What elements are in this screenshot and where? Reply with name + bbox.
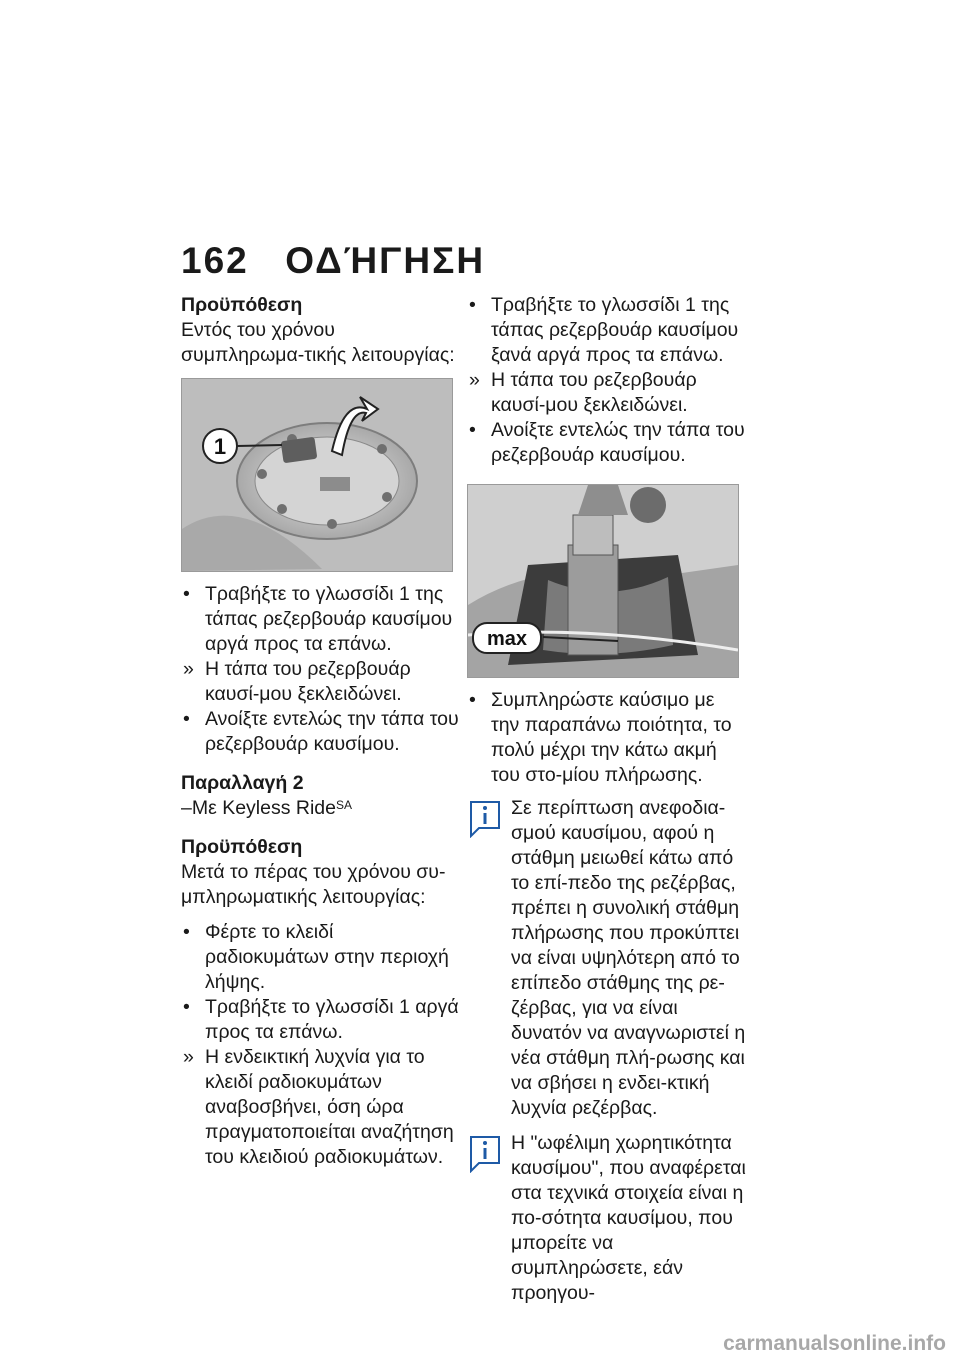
variant-title: Παραλλαγή 2: [181, 772, 304, 794]
steps-list-3: [467, 293, 747, 468]
info-note-2: [467, 1131, 747, 1306]
list-item: » Η τάπα του ρεζερβουάρ καυσί-μου ξεκλειδώνει.: [183, 658, 411, 705]
note-text-1: Σε περίπτωση ανεφοδια-σμού καυσίμου, αφού η στάθμη μειωθεί κάτω από το επί-πεδο της ρεζέρβας, πρέπει η συνολική στάθμη πλήρωσης που προκύπτει να είναι υψηλότερη από το επίπεδο στάθμης της ρε-ζέρβας, για να είναι δυνατόν να αναγνωριστεί η νέα στάθμη πλή-ρωσης και να σβήσει η ενδει-κτική λυχνία ρεζέρβας.: [511, 797, 746, 1119]
info-note-1: [467, 796, 747, 1121]
page-number: 162: [181, 240, 249, 281]
left-column: [181, 293, 461, 1170]
list-item: • Τραβήξτε το γλωσσίδι 1 αργά προς τα επάνω.: [183, 996, 459, 1043]
page-header: [181, 240, 485, 282]
prerequisite-title-2: Προϋπόθεση: [181, 836, 303, 858]
info-icon: [467, 1133, 503, 1173]
steps-list-1: [181, 582, 461, 757]
list-item: » Η ενδεικτική λυχνία για το κλειδί ραδιοκυμάτων αναβοσβήνει, όση ώρα πραγματοποιείται αναζήτηση του κλειδιού ραδιοκυμάτων.: [183, 1046, 454, 1168]
prerequisite-title: Προϋπόθεση: [181, 294, 303, 316]
info-icon: [467, 798, 503, 838]
figure-label-1: 1: [213, 434, 227, 459]
note-text-2: Η "ωφέλιμη χωρητικότητα καυσίμου", που αναφέρεται στα τεχνικά στοιχεία είναι η πο-σότητα καυσίμου, που μπορείτε να συμπληρώσετε, εάν προηγου-: [511, 1132, 746, 1304]
list-item: » Η τάπα του ρεζερβουάρ καυσί-μου ξεκλειδώνει.: [469, 369, 697, 416]
list-item: • Τραβήξτε το γλωσσίδι 1 της τάπας ρεζερβουάρ καυσίμου αργά προς τα επάνω.: [183, 583, 453, 655]
steps-list-2: [181, 920, 461, 1170]
prerequisite-text: Εντός του χρόνου συμπληρωμα-τικής λειτουργίας:: [181, 319, 455, 366]
list-item: • Ανοίξτε εντελώς την τάπα του ρεζερβουάρ καυσίμου.: [469, 419, 745, 466]
list-item: • Ανοίξτε εντελώς την τάπα του ρεζερβουάρ καυσίμου.: [183, 708, 459, 755]
right-column: [467, 293, 747, 1306]
steps-list-4: [467, 688, 747, 788]
prerequisite-text-2: Μετά το πέρας του χρόνου συ-μπληρωματικής λειτουργίας:: [181, 861, 446, 908]
figure-label-max: max: [486, 628, 528, 650]
list-item: • Φέρτε το κλειδί ραδιοκυμάτων στην περιοχή λήψης.: [183, 921, 449, 993]
variant-text: –Με Keyless Ride$^{SA}$: [181, 797, 353, 819]
filler-neck-figure: [467, 484, 739, 678]
list-item: • Τραβήξτε το γλωσσίδι 1 της τάπας ρεζερβουάρ καυσίμου ξανά αργά προς τα επάνω.: [469, 294, 739, 366]
section-title: ΟΔΉΓΗΣΗ: [285, 240, 486, 281]
fuel-cap-figure: [181, 378, 453, 572]
watermark: carmanualsonline.info: [723, 1332, 946, 1355]
list-item: • Συμπληρώστε καύσιμο με την παραπάνω ποιότητα, το πολύ μέχρι την κάτω ακμή του στο-μίου πλήρωσης.: [469, 689, 732, 786]
